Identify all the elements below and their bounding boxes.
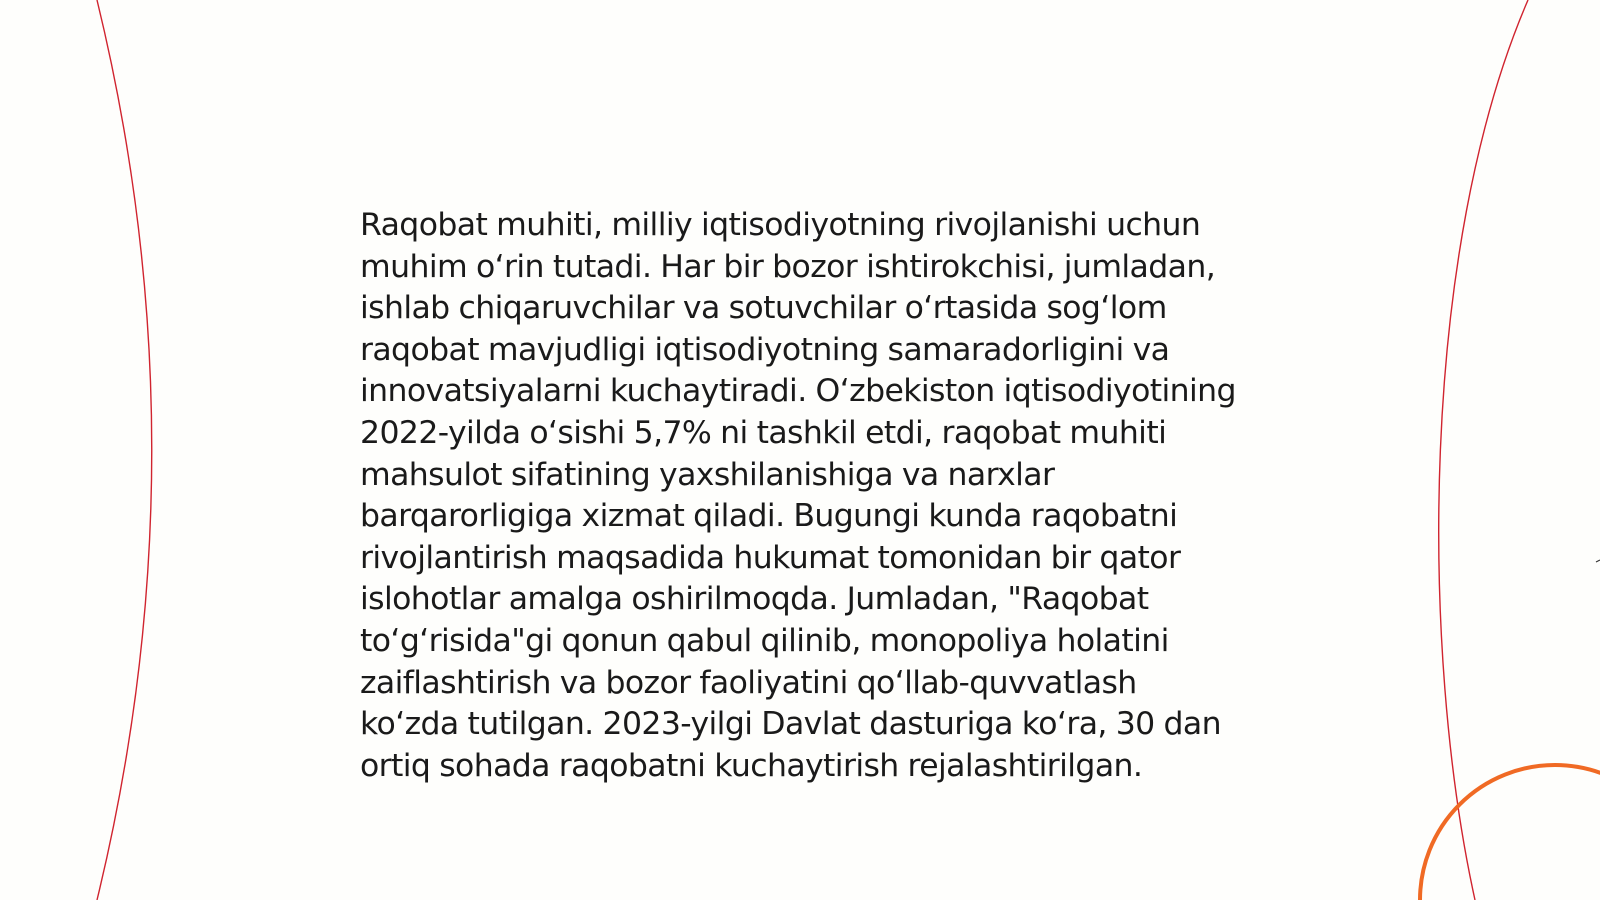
orange-circle-arc <box>1420 765 1600 900</box>
left-curve-line <box>97 0 152 900</box>
right-edge-tick <box>1596 560 1600 562</box>
right-curve-line <box>1439 0 1528 900</box>
body-paragraph: Raqobat muhiti, milliy iqtisodiyotning rivojlanishi uchun muhim o‘rin tutadi. Har bir bozor ishtirokchisi, jumladan, ishlab chiqaruvchilar va sotuvchilar o‘rtasida sog‘lom raqobat mavjudligi iqtisodiyotning samaradorligini va innovatsiyalarni kuchaytiradi. O‘zbekiston iqtisodiyotining 2022-yilda o‘sishi 5,7% ni tashkil etdi, raqobat muhiti mahsulot sifatining yaxshilanishiga va narxlar barqarorligiga xizmat qiladi. Bugungi kunda raqobatni rivojlantirish maqsadida hukumat tomonidan bir qator islohotlar amalga oshirilmoqda. Jumladan, "Raqobat to‘g‘risida"gi qonun qabul qilinib, monopoliya holatini zaiflashtirish va bozor faoliyatini qo‘llab-quvvatlash ko‘zda tutilgan. 2023-yilgi Davlat dasturiga ko‘ra, 30 dan ortiq sohada raqobatni kuchaytirish rejalashtirilgan. <box>360 207 1236 784</box>
